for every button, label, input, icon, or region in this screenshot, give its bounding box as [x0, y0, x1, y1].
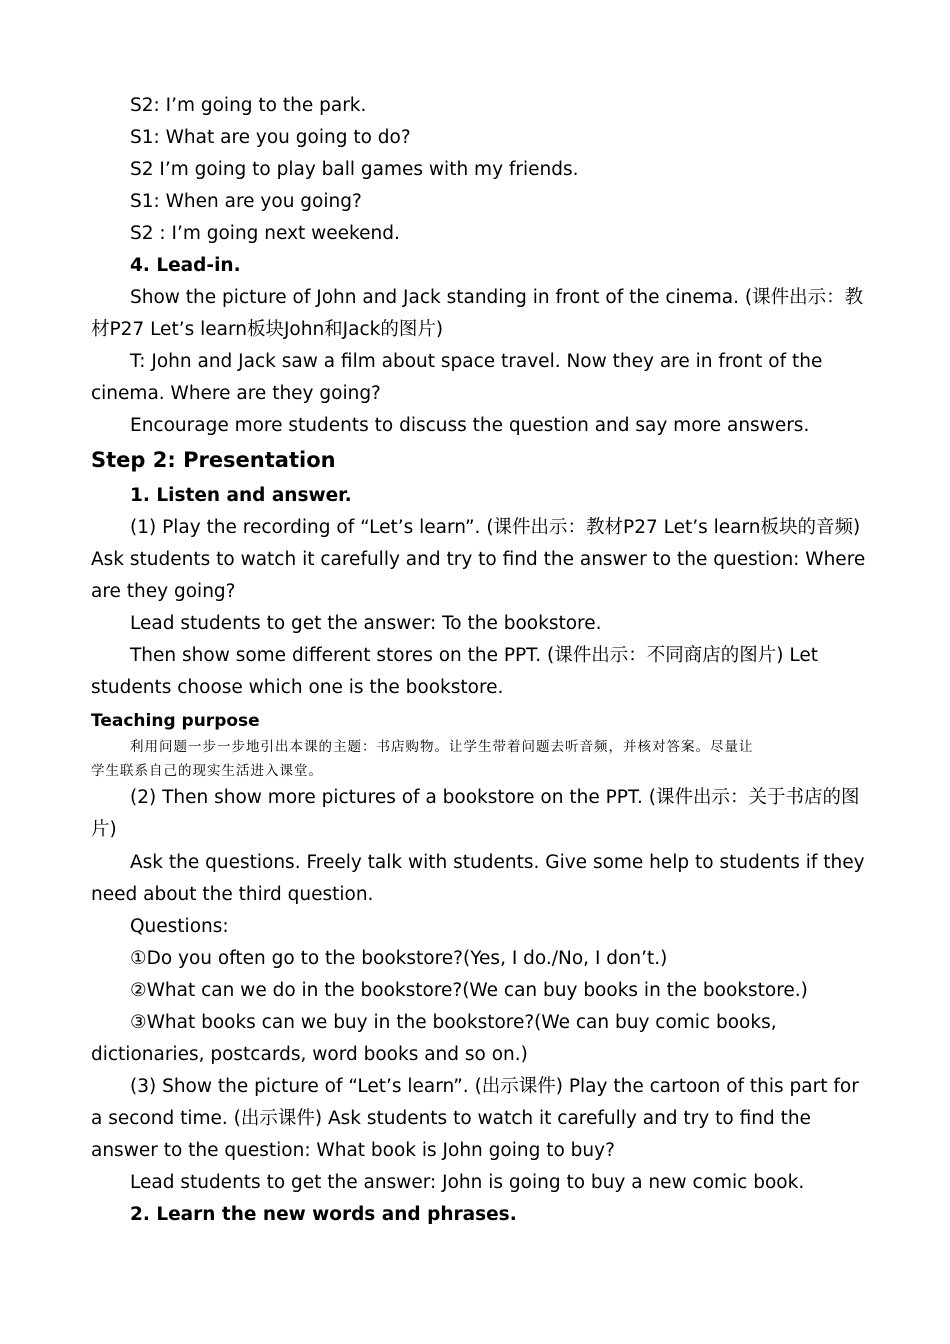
paragraph-line: Lead students to get the answer: To the bookstore. — [130, 613, 602, 634]
paragraph-line: 材P27 Let’s learn板块John和Jack的图片) — [91, 319, 444, 340]
paragraph-line: are they going? — [91, 581, 236, 602]
dialogue-line: S2 I’m going to play ball games with my friends. — [130, 159, 579, 180]
paragraph-line: a second time. (出示课件) Ask students to watch it carefully and try to find the — [91, 1108, 811, 1129]
paragraph-line: Encourage more students to discuss the question and say more answers. — [130, 415, 810, 436]
paragraph-line: Show the picture of John and Jack standing in front of the cinema. (课件出示：教 — [130, 287, 864, 308]
paragraph-line: (3) Show the picture of “Let’s learn”. (出示课件) Play the cartoon of this part for — [130, 1076, 859, 1097]
questions-label: Questions: — [130, 916, 229, 937]
question-item: dictionaries, postcards, word books and so on.) — [91, 1044, 528, 1065]
dialogue-line: S1: What are you going to do? — [130, 127, 411, 148]
question-item: ③What books can we buy in the bookstore?(We can buy comic books, — [130, 1012, 777, 1033]
paragraph-line: (1) Play the recording of “Let’s learn”. (课件出示：教材P27 Let’s learn板块的音频) — [130, 517, 861, 538]
paragraph-line: cinema. Where are they going? — [91, 383, 381, 404]
paragraph-line: need about the third question. — [91, 884, 374, 905]
dialogue-line: S1: When are you going? — [130, 191, 362, 212]
subheading-listen: 1. Listen and answer. — [130, 485, 352, 506]
question-item: ②What can we do in the bookstore?(We can buy books in the bookstore.) — [130, 980, 808, 1001]
teaching-purpose-title: Teaching purpose — [91, 711, 260, 731]
paragraph-line: Then show some different stores on the PPT. (课件出示：不同商店的图片) Let — [130, 645, 818, 666]
paragraph-line: Ask students to watch it carefully and try to find the answer to the question: Where — [91, 549, 866, 570]
paragraph-line: students choose which one is the bookstore. — [91, 677, 504, 698]
paragraph-line: (2) Then show more pictures of a bookstore on the PPT. (课件出示：关于书店的图 — [130, 787, 860, 808]
paragraph-line: 片) — [91, 819, 117, 840]
dialogue-line: S2: I’m going to the park. — [130, 95, 367, 116]
paragraph-line: Lead students to get the answer: John is going to buy a new comic book. — [130, 1172, 805, 1193]
paragraph-line: T: John and Jack saw a film about space travel. Now they are in front of the — [130, 351, 823, 372]
section-heading: Step 2: Presentation — [91, 448, 336, 472]
teaching-purpose-text: 利用问题一步一步地引出本课的主题：书店购物。让学生带着问题去听音频，并核对答案。尽量让 — [130, 739, 754, 755]
subheading-new-words: 2. Learn the new words and phrases. — [130, 1204, 517, 1225]
teaching-purpose-text: 学生联系自己的现实生活进入课堂。 — [91, 763, 323, 779]
question-item: ①Do you often go to the bookstore?(Yes, I do./No, I don’t.) — [130, 948, 668, 969]
dialogue-line: S2 : I’m going next weekend. — [130, 223, 400, 244]
paragraph-line: answer to the question: What book is John going to buy? — [91, 1140, 615, 1161]
paragraph-line: Ask the questions. Freely talk with students. Give some help to students if they — [130, 852, 865, 873]
subheading-lead-in: 4. Lead-in. — [130, 255, 241, 276]
